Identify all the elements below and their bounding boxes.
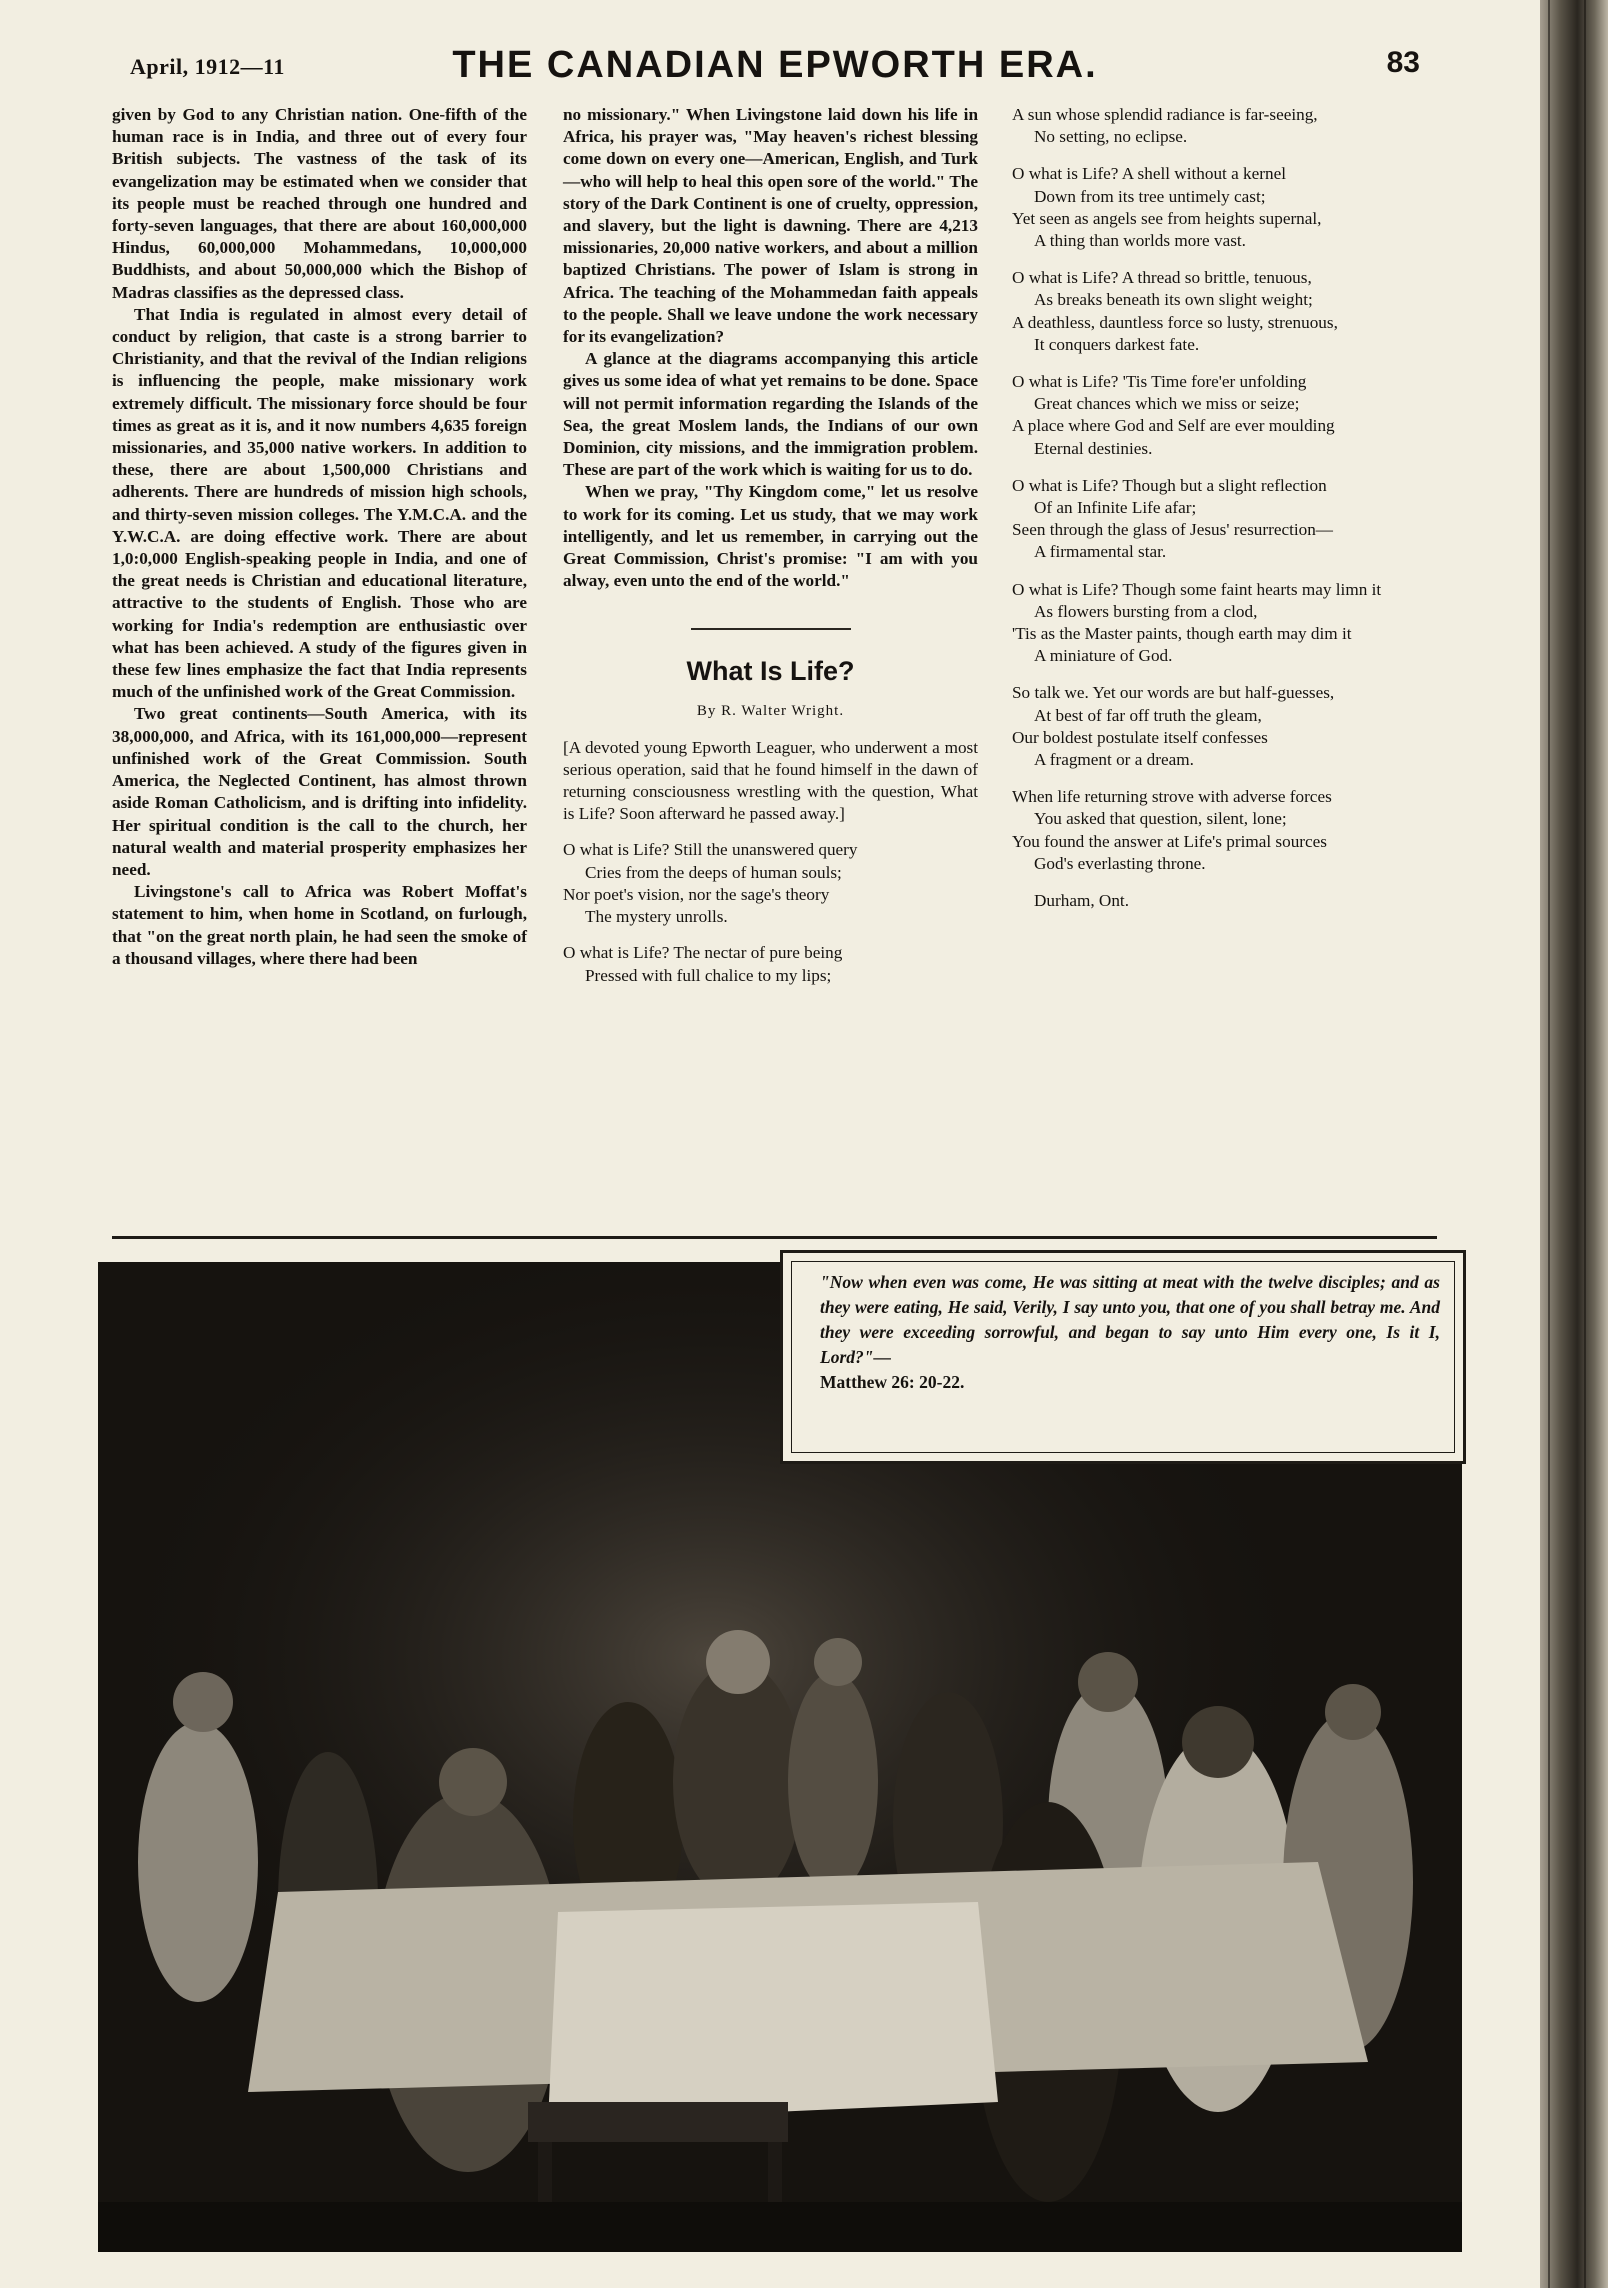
paragraph: Two great continents—South America, with its 38,000,000, and Africa, with its 161,000,000—represent unfinished work of the Great Commission. South America, the Neglected Continent, has almost thrown aside Roman Catholicism, and is drifting into infidelity. Her spiritual condition is the call to the church, her natural wealth and material prosperity emphasizes her need. bbox=[112, 704, 527, 879]
poem-line: O what is Life? Though some faint hearts may limn it bbox=[1012, 579, 1382, 599]
poem-line: As flowers bursting from a clod, bbox=[1034, 601, 1258, 621]
scripture-quote-frame bbox=[791, 1261, 1455, 1453]
poem-stanza bbox=[1012, 163, 1430, 252]
poem-stanza bbox=[563, 942, 978, 986]
poem-line: Great chances which we miss or seize; bbox=[1034, 394, 1300, 414]
poem-line: So talk we. Yet our words are but half-guesses, bbox=[1012, 683, 1335, 703]
poem-line: When life returning strove with adverse forces bbox=[1012, 787, 1332, 807]
magazine-title: THE CANADIAN EPWORTH ERA. bbox=[452, 44, 1098, 86]
scripture-quote-box bbox=[780, 1250, 1466, 1464]
poem-stanza bbox=[1012, 786, 1430, 875]
poem-line: A miniature of God. bbox=[1034, 646, 1173, 666]
poem-stanza bbox=[1012, 682, 1430, 771]
poem-stanza bbox=[1012, 371, 1430, 460]
issue-date: April, 1912—11 bbox=[130, 54, 285, 79]
poem-line: Seen through the glass of Jesus' resurrection— bbox=[1012, 520, 1333, 540]
poem-line: O what is Life? Still the unanswered query bbox=[563, 840, 858, 860]
poem-line: 'Tis as the Master paints, though earth may dim it bbox=[1012, 624, 1352, 644]
poem-line: A firmamental star. bbox=[1034, 542, 1167, 562]
poem-line: Yet seen as angels see from heights supernal, bbox=[1012, 208, 1322, 228]
paragraph: no missionary." When Livingstone laid down his life in Africa, his prayer was, "May heaven's richest blessing come down on every one—American, English, and Turk—who will help to heal this open sore of the world." The story of the Dark Continent is one of cruelty, oppression, and slavery, but the light is dawning. There are 4,213 missionaries, 20,000 native workers, and about a million baptized Christians. The power of Islam is strong in Africa. The teaching of the Mohammedan faith appeals to the people. Shall we leave undone the work necessary for its evangelization? bbox=[563, 105, 978, 347]
poem-line: Cries from the deeps of human souls; bbox=[585, 862, 842, 882]
poem-line: No setting, no eclipse. bbox=[1034, 127, 1188, 147]
poem-line: The mystery unrolls. bbox=[585, 907, 728, 927]
poem-line: A deathless, dauntless force so lusty, strenuous, bbox=[1012, 312, 1338, 332]
poem-line: A place where God and Self are ever moulding bbox=[1012, 416, 1335, 436]
paragraph: Livingstone's call to Africa was Robert Moffat's statement to him, when home in Scotland, on furlough, that "on the great north plain, he had seen the smoke of a thousand villages, where there had been bbox=[112, 882, 527, 968]
poem-line: O what is Life? 'Tis Time fore'er unfolding bbox=[1012, 372, 1307, 392]
poem-line: Down from its tree untimely cast; bbox=[1034, 186, 1266, 206]
poem-line: As breaks beneath its own slight weight; bbox=[1034, 290, 1313, 310]
poem-stanza bbox=[1012, 104, 1430, 148]
poem-line: Eternal destinies. bbox=[1034, 438, 1153, 458]
poem-signature: Durham, Ont. bbox=[1034, 891, 1129, 911]
poem-line: A fragment or a dream. bbox=[1034, 750, 1194, 770]
scripture-quote: "Now when even was come, He was sitting at meat with the twelve disciples; and as they were eating, He said, Verily, I say unto you, that one of you shall betray me. And they were exceeding sorrowful, and began to say unto Him every one, Is it I, Lord?"— bbox=[820, 1272, 1440, 1367]
page-header bbox=[130, 40, 1420, 100]
poem-line: O what is Life? Though but a slight reflection bbox=[1012, 475, 1327, 495]
section-divider bbox=[112, 1236, 1437, 1239]
poem-line: You asked that question, silent, lone; bbox=[1034, 809, 1287, 829]
poem-byline: By R. Walter Wright. bbox=[696, 703, 845, 720]
paragraph: That India is regulated in almost every detail of conduct by religion, that caste is a strong barrier to Christianity, and that the revival of the Indian religions is influencing the people, make missionary work extremely difficult. The missionary force should be four times as great as it is, and it now numbers 4,635 foreign missionaries, and 35,000 native workers. In addition to these, there are about 1,500,000 Christians and adherents. There are hundreds of mission high schools, and thirty-seven mission colleges. The Y.M.C.A. and the Y.W.C.A. are doing effective work. There are about 1,0:0,000 English-speaking people in India, and one of the great needs is Christian and educational literature, attractive to the students of English. Those who are working for India's redemption are enthusiastic over what has been achieved. A study of the figures given in these few lines emphasize the fact that India represents much of the unfinished work of the Great Commission. bbox=[112, 304, 527, 702]
poem-line: O what is Life? A shell without a kernel bbox=[1012, 164, 1286, 184]
poem-stanza bbox=[1012, 267, 1430, 356]
poem-stanza bbox=[563, 839, 978, 928]
poem-stanza bbox=[1012, 475, 1430, 564]
poem-line: Our boldest postulate itself confesses bbox=[1012, 727, 1268, 747]
poem-line: O what is Life? The nectar of pure being bbox=[563, 943, 843, 963]
paragraph: A glance at the diagrams accompanying this article gives us some idea of what yet remains to be done. Space will not permit information regarding the Islands of the Sea, the great Moslem lands, the Indians of our own Dominion, city missions, and the immigration problem. These are part of the work which is waiting for us to do. bbox=[563, 349, 978, 480]
poem-line: God's everlasting throne. bbox=[1034, 853, 1206, 873]
poem-line: Of an Infinite Life afar; bbox=[1034, 498, 1197, 518]
poem-line: It conquers darkest fate. bbox=[1034, 334, 1200, 354]
poem-line: Nor poet's vision, nor the sage's theory bbox=[563, 884, 830, 904]
poem-title: What Is Life? bbox=[686, 656, 855, 687]
paragraph: When we pray, "Thy Kingdom come," let us resolve to work for its coming. Let us study, that we may work intelligently, and let us remember, in carrying out the Great Commission, Christ's promise: "I am with you alway, even unto the end of the world." bbox=[563, 482, 978, 591]
poem-line: Pressed with full chalice to my lips; bbox=[585, 965, 832, 985]
poem-line: At best of far off truth the gleam, bbox=[1034, 705, 1262, 725]
poem-stanza bbox=[1012, 579, 1430, 668]
spine-line bbox=[1548, 0, 1550, 2288]
scripture-reference: Matthew 26: 20-22. bbox=[820, 1372, 965, 1392]
spine-line bbox=[1584, 0, 1586, 2288]
column-1 bbox=[112, 104, 527, 970]
poem-line: A thing than worlds more vast. bbox=[1034, 231, 1246, 251]
poem-line: O what is Life? A thread so brittle, tenuous, bbox=[1012, 268, 1312, 288]
poem-line: A sun whose splendid radiance is far-seeing, bbox=[1012, 105, 1318, 124]
page-number: 83 bbox=[1386, 46, 1420, 79]
column-3 bbox=[1012, 104, 1430, 912]
section-divider bbox=[691, 628, 851, 630]
poem-intro: [A devoted young Epworth Leaguer, who underwent a most serious operation, said that he found himself in the dawn of returning consciousness wrestling with the question, What is Life? Soon afterward he passed away.] bbox=[563, 737, 978, 824]
book-spine bbox=[1540, 0, 1608, 2288]
poem-line: You found the answer at Life's primal sources bbox=[1012, 831, 1327, 851]
paragraph: given by God to any Christian nation. One-fifth of the human race is in India, and three out of every four British subjects. The vastness of the task of its evangelization may be estimated when we consider that its people must be reached through one hundred and forty-seven languages, that there are about 160,000,000 Hindus, 60,000,000 Mohammedans, 10,000,000 Buddhists, and about 50,000,000 which the Bishop of Madras classifies as the depressed class. bbox=[112, 105, 527, 302]
column-2 bbox=[563, 104, 978, 1001]
